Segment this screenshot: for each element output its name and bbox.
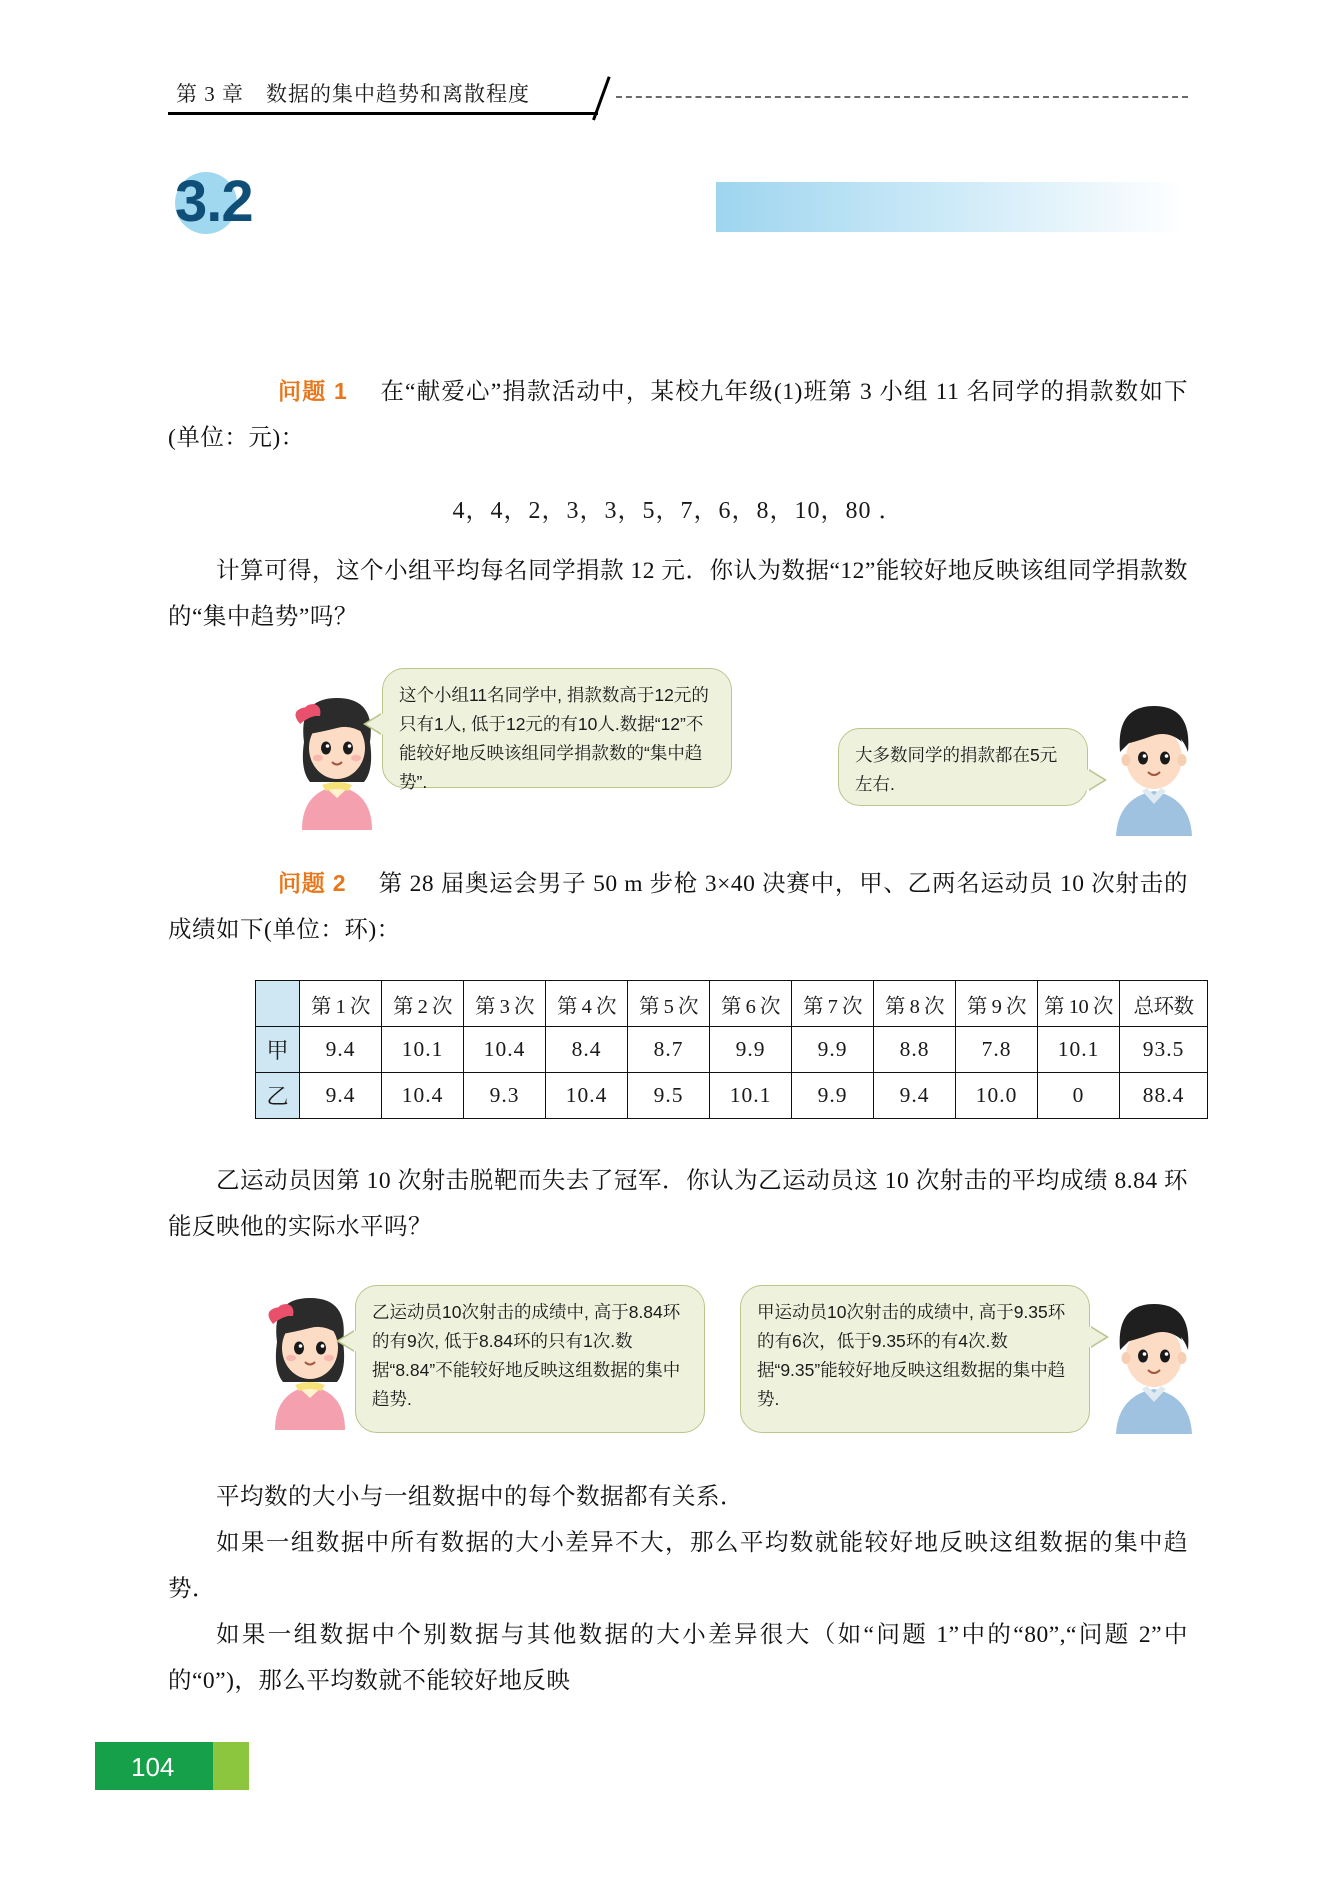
page-header xyxy=(168,78,1188,118)
table-col-header: 第 5 次 xyxy=(628,981,710,1027)
table-col-header: 第 8 次 xyxy=(874,981,956,1027)
boy-character-icon xyxy=(1098,698,1208,841)
table-cell: 7.8 xyxy=(956,1027,1038,1073)
section-number xyxy=(175,168,253,235)
problem1-followup: 计算可得，这个小组平均每名同学捐款 12 元．你认为数据“12”能较好地反映该组同学捐款数的“集中趋势”吗？ xyxy=(168,558,1188,630)
table-col-header: 第 3 次 xyxy=(464,981,546,1027)
table-col-header: 第 4 次 xyxy=(546,981,628,1027)
problem2-label: 问题 2 xyxy=(278,870,347,896)
table-corner-cell xyxy=(256,981,300,1027)
problem1-block xyxy=(168,368,1188,461)
table-cell: 10.0 xyxy=(956,1073,1038,1119)
problem1-label: 问题 1 xyxy=(278,378,348,404)
table-cell: 10.1 xyxy=(710,1073,792,1119)
table-cell: 9.9 xyxy=(792,1073,874,1119)
problem1-data: 4，4，2，3，3，5，7，6，8，10，80 ． xyxy=(452,498,904,524)
table-col-header: 第 1 次 xyxy=(300,981,382,1027)
bubble-boy-1: 大多数同学的捐款都在5元左右. xyxy=(838,728,1088,806)
table-cell: 9.4 xyxy=(300,1027,382,1073)
table-cell: 10.1 xyxy=(1038,1027,1120,1073)
scores-table-wrap xyxy=(255,980,1208,1119)
bubble-girl-1: 这个小组11名同学中, 捐款数高于12元的只有1人, 低于12元的有10人.数据“12”不能较好地反映该组同学捐款数的“集中趋势”. xyxy=(382,668,732,788)
table-cell: 8.4 xyxy=(546,1027,628,1073)
table-cell: 9.3 xyxy=(464,1073,546,1119)
table-col-header: 第 2 次 xyxy=(382,981,464,1027)
conclusion-p3: 如果一组数据中个别数据与其他数据的大小差异很大（如“问题 1”中的“80”,“问题 2”中的“0”)，那么平均数就不能较好地反映 xyxy=(168,1622,1188,1694)
table-cell-total: 93.5 xyxy=(1120,1027,1208,1073)
table-cell: 9.9 xyxy=(710,1027,792,1073)
problem2-followup: 乙运动员因第 10 次射击脱靶而失去了冠军．你认为乙运动员这 10 次射击的平均成绩 8.84 环能反映他的实际水平吗？ xyxy=(168,1168,1188,1240)
table-cell: 10.4 xyxy=(464,1027,546,1073)
header-dashed-line xyxy=(616,96,1188,98)
scores-table xyxy=(255,980,1208,1119)
table-cell: 9.4 xyxy=(874,1073,956,1119)
table-cell: 9.9 xyxy=(792,1027,874,1073)
table-cell: 9.4 xyxy=(300,1073,382,1119)
problem2-block xyxy=(168,860,1188,953)
page-number: 104 xyxy=(131,1752,175,1782)
table-header-row xyxy=(256,981,1208,1027)
girl-character-icon xyxy=(282,690,392,835)
conclusion-p2: 如果一组数据中所有数据的大小差异不大，那么平均数就能较好地反映这组数据的集中趋势． xyxy=(168,1530,1188,1602)
table-cell: 10.4 xyxy=(382,1073,464,1119)
section-number-major: 3 xyxy=(175,169,207,234)
bubble-girl-2: 乙运动员10次射击的成绩中, 高于8.84环的有9次, 低于8.84环的只有1次.数据“8.84”不能较好地反映这组数据的集中趋势. xyxy=(355,1285,705,1433)
table-cell: 0 xyxy=(1038,1073,1120,1119)
table-cell: 10.4 xyxy=(546,1073,628,1119)
table-col-header: 第 9 次 xyxy=(956,981,1038,1027)
table-row-header: 乙 xyxy=(256,1073,300,1119)
table-col-header: 第 7 次 xyxy=(792,981,874,1027)
table-cell: 8.8 xyxy=(874,1027,956,1073)
bubble-boy-2: 甲运动员10次射击的成绩中, 高于9.35环的有6次，低于9.35环的有4次.数据“9.35”能较好地反映这组数据的集中趋势. xyxy=(740,1285,1090,1433)
table-cell: 9.5 xyxy=(628,1073,710,1119)
header-rule xyxy=(168,112,598,115)
header-slash xyxy=(592,76,611,120)
girl-character-icon-2 xyxy=(255,1290,365,1435)
problem2-text: 第 28 届奥运会男子 50 m 步枪 3×40 决赛中，甲、乙两名运动员 10 次射击的成绩如下(单位：环)： xyxy=(168,871,1188,943)
conclusion-p1: 平均数的大小与一组数据中的每个数据都有关系． xyxy=(216,1484,744,1510)
table-row-header: 甲 xyxy=(256,1027,300,1073)
table-col-header-total: 总环数 xyxy=(1120,981,1208,1027)
table-col-header: 第 6 次 xyxy=(710,981,792,1027)
table-row xyxy=(256,1027,1208,1073)
chapter-title: 第 3 章 数据的集中趋势和离散程度 xyxy=(176,82,530,106)
problem1-text: 在“献爱心”捐款活动中，某校九年级(1)班第 3 小组 11 名同学的捐款数如下(单位：元)： xyxy=(168,379,1189,451)
table-cell-total: 88.4 xyxy=(1120,1073,1208,1119)
table-row xyxy=(256,1073,1208,1119)
section-number-minor: .2 xyxy=(206,169,253,234)
table-col-header: 第 10 次 xyxy=(1038,981,1120,1027)
footer-bar-lightgreen xyxy=(213,1742,249,1790)
table-cell: 10.1 xyxy=(382,1027,464,1073)
table-cell: 8.7 xyxy=(628,1027,710,1073)
section-banner xyxy=(716,182,1186,232)
boy-character-icon-2 xyxy=(1098,1296,1208,1439)
